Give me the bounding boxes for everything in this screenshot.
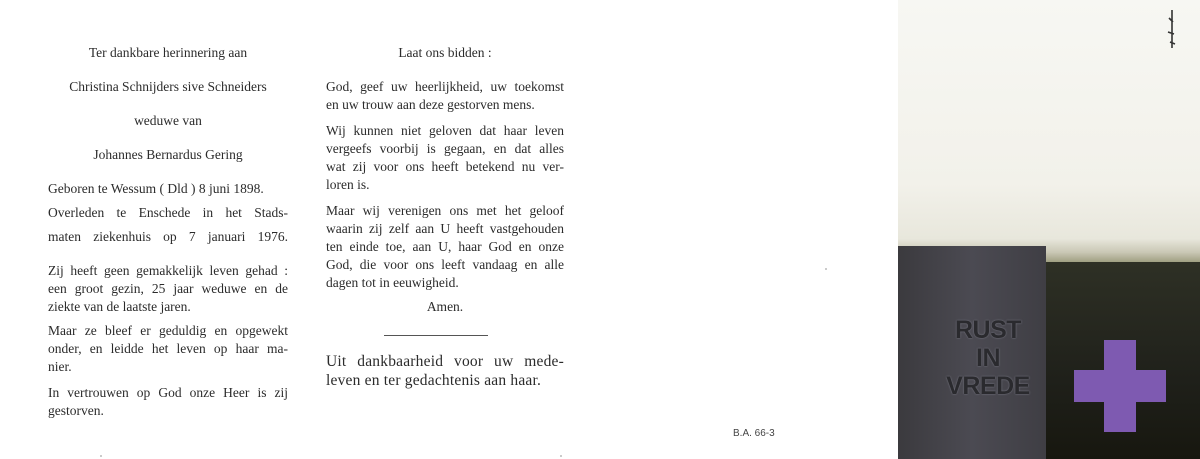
- paragraph-line: Maar wij verenigen ons met het geloof: [326, 203, 564, 218]
- death-line-2: maten ziekenhuis op 7 januari 1976.: [48, 229, 288, 244]
- speck: [100, 455, 102, 457]
- paragraph-line: loren is.: [326, 177, 370, 192]
- paragraph-line: God, die voor ons leeft vandaag en alle: [326, 257, 564, 272]
- prayer-paragraph-3: [326, 202, 564, 292]
- closing-paragraph: [326, 352, 564, 390]
- speck: [560, 455, 562, 457]
- paragraph-line: Zij heeft geen gemakkelijk leven gehad :: [48, 263, 288, 278]
- paragraph-line: Maar ze bleef er geduldig en opgewekt: [48, 323, 288, 338]
- signature-mark-icon: [1166, 8, 1178, 50]
- paragraph-line: ten einde toe, aan U, haar God en onze: [326, 239, 564, 254]
- life-paragraph-3: [48, 384, 288, 420]
- death-line-1: Overleden te Enschede in het Stads-: [48, 205, 288, 220]
- life-paragraph-2: [48, 322, 288, 376]
- paragraph-line: nier.: [48, 359, 72, 374]
- cover-text-line: IN: [976, 344, 1000, 372]
- amen-line: Amen.: [426, 299, 464, 314]
- paragraph-line: wat zij voor ons heeft betekend nu ver-: [326, 159, 564, 174]
- life-paragraph-1: [48, 262, 288, 316]
- birth-line: Geboren te Wessum ( Dld ) 8 juni 1898.: [48, 181, 264, 196]
- paragraph-line: een groot gezin, 25 jaar weduwe en de: [48, 281, 288, 296]
- paragraph-line: ziekte van de laatste jaren.: [48, 299, 191, 314]
- prayer-heading: Laat ons bidden :: [398, 45, 492, 60]
- paragraph-line: dagen tot in eeuwigheid.: [326, 275, 459, 290]
- speck: [825, 268, 827, 270]
- dedication-line: Ter dankbare herinnering aan: [88, 45, 248, 60]
- widow-of-line: weduwe van: [134, 113, 202, 128]
- cover-text-line: RUST: [954, 316, 1022, 344]
- prayer-paragraph-2: [326, 122, 564, 194]
- cover-image: [898, 0, 1200, 459]
- prayer-paragraph-1: [326, 78, 564, 114]
- cover-text-line: VREDE: [946, 372, 1030, 400]
- paragraph-line: vergeefs voorbij is gegaan, en dat alles: [326, 141, 564, 156]
- divider-rule: [384, 335, 488, 336]
- husband-name: Johannes Bernardus Gering: [93, 147, 243, 162]
- paragraph-line: Wij kunnen niet geloven dat haar leven: [326, 123, 564, 138]
- cross-horizontal-bar: [1074, 370, 1166, 402]
- paragraph-line: en uw trouw aan deze gestorven mens.: [326, 97, 535, 112]
- death-paragraph: [48, 204, 288, 246]
- cross-icon: [1074, 340, 1166, 432]
- paragraph-line: waarin zij zelf aan U heeft vastgehouden: [326, 221, 564, 236]
- closing-line-1: Uit dankbaarheid voor uw mede-: [326, 353, 564, 370]
- paragraph-line: onder, en leidde het leven op haar ma-: [48, 341, 288, 356]
- paragraph-line: gestorven.: [48, 403, 104, 418]
- deceased-name: Christina Schnijders sive Schneiders: [69, 79, 267, 94]
- middle-column: [326, 44, 564, 316]
- closing-line-2: leven en ter gedachtenis aan haar.: [326, 372, 542, 389]
- paragraph-line: In vertrouwen op God onze Heer is zij: [48, 385, 288, 400]
- rust-in-vrede-text: [928, 316, 1048, 400]
- print-code: B.A. 66-3: [733, 428, 775, 439]
- left-column: [48, 44, 288, 420]
- paragraph-line: God, geef uw heerlijkheid, uw toekomst: [326, 79, 564, 94]
